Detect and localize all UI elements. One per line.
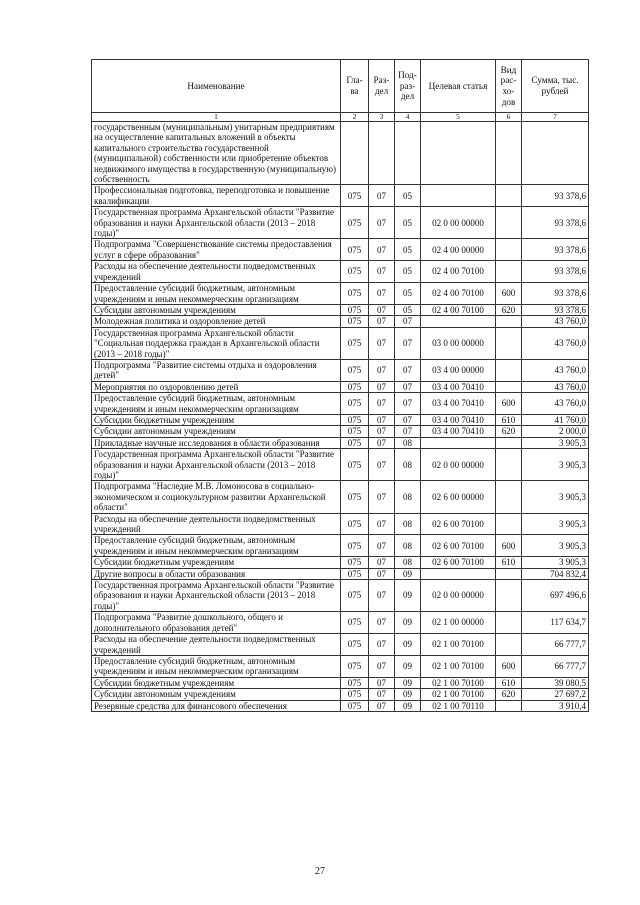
- row-name: Предоставление субсидий бюджетным, автономным учреждениям и иным некоммерческим организациям: [92, 393, 341, 415]
- table-row: [92, 122, 589, 185]
- row-podrazdel: 07: [395, 426, 421, 437]
- row-razdel: 07: [369, 185, 395, 207]
- row-glava: [341, 122, 369, 185]
- table-row: [92, 535, 589, 557]
- row-podrazdel: 09: [395, 700, 421, 711]
- row-glava: 075: [341, 535, 369, 557]
- row-expense-type: 610: [496, 557, 522, 568]
- column-number: 4: [395, 113, 421, 122]
- row-podrazdel: 07: [395, 381, 421, 392]
- row-name: Мероприятия по оздоровлению детей: [92, 381, 341, 392]
- row-name: Субсидии бюджетным учреждениям: [92, 414, 341, 425]
- table-row: [92, 185, 589, 207]
- row-name: Субсидии автономным учреждениям: [92, 304, 341, 315]
- row-podrazdel: 05: [395, 261, 421, 283]
- row-name: Государственная программа Архангельской области "Развитие образования и науки Архангельской области (2013 – 2018 годы)": [92, 207, 341, 239]
- row-glava: 075: [341, 557, 369, 568]
- row-name: Подпрограмма "Развитие системы отдыха и оздоровления детей": [92, 359, 341, 381]
- row-name: Расходы на обеспечение деятельности подведомственных учреждений: [92, 634, 341, 656]
- table-row: [92, 359, 589, 381]
- table-row: [92, 414, 589, 425]
- row-amount: 3 905,3: [522, 535, 589, 557]
- row-target-article: [421, 316, 496, 327]
- row-razdel: 07: [369, 700, 395, 711]
- row-target-article: 02 1 00 70100: [421, 677, 496, 688]
- table-row: [92, 557, 589, 568]
- row-razdel: 07: [369, 426, 395, 437]
- row-podrazdel: 08: [395, 535, 421, 557]
- row-podrazdel: 09: [395, 677, 421, 688]
- row-amount: 41 760,0: [522, 414, 589, 425]
- row-name: Государственная программа Архангельской области "Развитие образования и науки Архангельской области (2013 – 2018 годы)": [92, 580, 341, 612]
- row-podrazdel: 07: [395, 414, 421, 425]
- row-amount: 43 760,0: [522, 381, 589, 392]
- row-glava: 075: [341, 414, 369, 425]
- row-expense-type: [496, 580, 522, 612]
- row-glava: 075: [341, 261, 369, 283]
- row-target-article: 03 4 00 70410: [421, 426, 496, 437]
- row-glava: 075: [341, 381, 369, 392]
- row-razdel: 07: [369, 513, 395, 535]
- table-row: [92, 437, 589, 448]
- row-glava: 075: [341, 283, 369, 305]
- table-row: [92, 327, 589, 359]
- table-header: [92, 60, 589, 122]
- row-expense-type: 600: [496, 283, 522, 305]
- row-expense-type: 610: [496, 677, 522, 688]
- row-expense-type: 620: [496, 689, 522, 700]
- row-glava: 075: [341, 634, 369, 656]
- row-name: Резервные средства для финансового обеспечения: [92, 700, 341, 711]
- column-number-row: [92, 113, 589, 122]
- row-amount: 3 905,3: [522, 437, 589, 448]
- row-name: Субсидии бюджетным учреждениям: [92, 557, 341, 568]
- row-glava: 075: [341, 316, 369, 327]
- table-row: [92, 481, 589, 513]
- table-row: [92, 316, 589, 327]
- row-amount: 3 905,3: [522, 557, 589, 568]
- row-razdel: 07: [369, 327, 395, 359]
- row-name: Государственная программа Архангельской области "Социальная поддержка граждан в Архангельской области (2013 – 2018 годы)": [92, 327, 341, 359]
- row-target-article: 03 4 00 00000: [421, 359, 496, 381]
- row-name: Профессиональная подготовка, переподготовка и повышение квалификации: [92, 185, 341, 207]
- row-target-article: [421, 437, 496, 448]
- header-podrazdel: Под-раз-дел: [395, 60, 421, 113]
- table-row: [92, 700, 589, 711]
- row-razdel: 07: [369, 261, 395, 283]
- row-amount: 3 905,3: [522, 481, 589, 513]
- table-row: [92, 513, 589, 535]
- column-number: 3: [369, 113, 395, 122]
- row-expense-type: 620: [496, 304, 522, 315]
- header-vid: Вид рас-хо-дов: [496, 60, 522, 113]
- row-amount: 117 634,7: [522, 612, 589, 634]
- row-name: Предоставление субсидий бюджетным, автономным учреждениям и иным некоммерческим организациям: [92, 283, 341, 305]
- row-razdel: 07: [369, 381, 395, 392]
- row-amount: 66 777,7: [522, 634, 589, 656]
- row-glava: 075: [341, 437, 369, 448]
- row-name: Прикладные научные исследования в области образования: [92, 437, 341, 448]
- table-row: [92, 239, 589, 261]
- table-row: [92, 283, 589, 305]
- header-glava: Гла-ва: [341, 60, 369, 113]
- row-target-article: 02 6 00 70100: [421, 513, 496, 535]
- row-podrazdel: [395, 122, 421, 185]
- row-podrazdel: 05: [395, 207, 421, 239]
- row-razdel: 07: [369, 677, 395, 688]
- table-row: [92, 612, 589, 634]
- row-name: Государственная программа Архангельской области "Развитие образования и науки Архангельской области (2013 – 2018 годы)": [92, 449, 341, 481]
- row-amount: 66 777,7: [522, 655, 589, 677]
- row-expense-type: [496, 449, 522, 481]
- row-podrazdel: 05: [395, 304, 421, 315]
- row-glava: 075: [341, 304, 369, 315]
- row-glava: 075: [341, 568, 369, 579]
- row-amount: 93 378,6: [522, 185, 589, 207]
- row-target-article: 02 4 00 70100: [421, 304, 496, 315]
- row-expense-type: [496, 634, 522, 656]
- row-target-article: 02 4 00 00000: [421, 239, 496, 261]
- table-row: [92, 426, 589, 437]
- row-razdel: 07: [369, 283, 395, 305]
- row-podrazdel: 09: [395, 580, 421, 612]
- row-name: Молодежная политика и оздоровление детей: [92, 316, 341, 327]
- row-amount: 93 378,6: [522, 239, 589, 261]
- column-number: 7: [522, 113, 589, 122]
- row-target-article: 02 1 00 00000: [421, 612, 496, 634]
- row-target-article: 03 4 00 70410: [421, 414, 496, 425]
- row-expense-type: [496, 568, 522, 579]
- row-razdel: 07: [369, 568, 395, 579]
- row-glava: 075: [341, 426, 369, 437]
- row-name: Расходы на обеспечение деятельности подведомственных учреждений: [92, 261, 341, 283]
- row-razdel: 07: [369, 414, 395, 425]
- row-podrazdel: 08: [395, 481, 421, 513]
- row-glava: 075: [341, 481, 369, 513]
- row-target-article: 02 6 00 70100: [421, 535, 496, 557]
- row-expense-type: [496, 316, 522, 327]
- row-name: Подпрограмма "Развитие дошкольного, общего и дополнительного образования детей": [92, 612, 341, 634]
- row-expense-type: [496, 327, 522, 359]
- row-expense-type: 600: [496, 535, 522, 557]
- row-expense-type: [496, 381, 522, 392]
- row-glava: 075: [341, 580, 369, 612]
- row-target-article: [421, 122, 496, 185]
- row-glava: 075: [341, 207, 369, 239]
- table-row: [92, 677, 589, 688]
- row-glava: 075: [341, 449, 369, 481]
- row-razdel: 07: [369, 655, 395, 677]
- row-target-article: 02 0 00 00000: [421, 580, 496, 612]
- row-razdel: 07: [369, 535, 395, 557]
- row-amount: 704 832,4: [522, 568, 589, 579]
- row-name: Другие вопросы в области образования: [92, 568, 341, 579]
- row-razdel: 07: [369, 580, 395, 612]
- budget-table: [91, 59, 589, 712]
- row-podrazdel: 07: [395, 393, 421, 415]
- table-row: [92, 381, 589, 392]
- row-glava: 075: [341, 239, 369, 261]
- row-podrazdel: 08: [395, 557, 421, 568]
- row-amount: 43 760,0: [522, 327, 589, 359]
- table-row: [92, 580, 589, 612]
- row-razdel: 07: [369, 239, 395, 261]
- row-amount: 3 910,4: [522, 700, 589, 711]
- row-expense-type: 620: [496, 426, 522, 437]
- row-glava: 075: [341, 612, 369, 634]
- row-expense-type: [496, 239, 522, 261]
- row-podrazdel: 08: [395, 449, 421, 481]
- row-target-article: 03 4 00 70410: [421, 393, 496, 415]
- row-name: Подпрограмма "Совершенствование системы предоставления услуг в сфере образования": [92, 239, 341, 261]
- row-target-article: 02 1 00 70100: [421, 634, 496, 656]
- row-glava: 075: [341, 327, 369, 359]
- row-expense-type: [496, 513, 522, 535]
- row-target-article: 02 1 00 70110: [421, 700, 496, 711]
- row-razdel: 07: [369, 689, 395, 700]
- row-podrazdel: 07: [395, 316, 421, 327]
- row-razdel: 07: [369, 634, 395, 656]
- row-glava: 075: [341, 513, 369, 535]
- row-expense-type: [496, 122, 522, 185]
- row-razdel: 07: [369, 481, 395, 513]
- row-amount: 43 760,0: [522, 359, 589, 381]
- table-body: [92, 122, 589, 712]
- row-glava: 075: [341, 359, 369, 381]
- row-podrazdel: 09: [395, 612, 421, 634]
- header-target: Целевая статья: [421, 60, 496, 113]
- table-row: [92, 568, 589, 579]
- row-expense-type: [496, 359, 522, 381]
- row-expense-type: 600: [496, 655, 522, 677]
- row-target-article: 02 6 00 00000: [421, 481, 496, 513]
- row-target-article: 02 6 00 70100: [421, 557, 496, 568]
- row-target-article: 02 1 00 70100: [421, 655, 496, 677]
- row-expense-type: [496, 207, 522, 239]
- table-row: [92, 393, 589, 415]
- row-razdel: 07: [369, 612, 395, 634]
- table-row: [92, 261, 589, 283]
- row-amount: 93 378,6: [522, 207, 589, 239]
- row-glava: 075: [341, 677, 369, 688]
- row-target-article: 02 0 00 00000: [421, 449, 496, 481]
- row-amount: 43 760,0: [522, 393, 589, 415]
- row-glava: 075: [341, 185, 369, 207]
- row-glava: 075: [341, 393, 369, 415]
- row-razdel: 07: [369, 316, 395, 327]
- row-razdel: 07: [369, 393, 395, 415]
- row-expense-type: [496, 700, 522, 711]
- row-target-article: [421, 185, 496, 207]
- row-expense-type: [496, 261, 522, 283]
- row-razdel: 07: [369, 557, 395, 568]
- row-razdel: 07: [369, 207, 395, 239]
- row-podrazdel: 09: [395, 568, 421, 579]
- row-name: Предоставление субсидий бюджетным, автономным учреждениям и иным некоммерческим организациям: [92, 655, 341, 677]
- page-number: 27: [315, 866, 325, 877]
- row-name: Субсидии бюджетным учреждениям: [92, 677, 341, 688]
- row-amount: [522, 122, 589, 185]
- header-razdel: Раз-дел: [369, 60, 395, 113]
- row-expense-type: [496, 481, 522, 513]
- row-razdel: 07: [369, 437, 395, 448]
- row-razdel: 07: [369, 304, 395, 315]
- column-number: 5: [421, 113, 496, 122]
- row-amount: 93 378,6: [522, 283, 589, 305]
- table-row: [92, 634, 589, 656]
- row-name: Субсидии автономным учреждениям: [92, 689, 341, 700]
- row-podrazdel: 09: [395, 689, 421, 700]
- row-amount: 93 378,6: [522, 261, 589, 283]
- row-podrazdel: 05: [395, 185, 421, 207]
- row-target-article: 02 1 00 70100: [421, 689, 496, 700]
- row-amount: 43 760,0: [522, 316, 589, 327]
- row-target-article: 02 0 00 00000: [421, 207, 496, 239]
- row-amount: 697 496,6: [522, 580, 589, 612]
- row-amount: 39 080,5: [522, 677, 589, 688]
- header-name: Наименование: [92, 60, 341, 113]
- row-glava: 075: [341, 700, 369, 711]
- row-name: Субсидии автономным учреждениям: [92, 426, 341, 437]
- row-amount: 2 000,0: [522, 426, 589, 437]
- row-podrazdel: 05: [395, 283, 421, 305]
- table-row: [92, 655, 589, 677]
- row-amount: 3 905,3: [522, 449, 589, 481]
- row-amount: 27 697,2: [522, 689, 589, 700]
- row-target-article: 02 4 00 70100: [421, 283, 496, 305]
- row-podrazdel: 05: [395, 239, 421, 261]
- row-target-article: 03 0 00 00000: [421, 327, 496, 359]
- column-number: 6: [496, 113, 522, 122]
- row-expense-type: [496, 185, 522, 207]
- row-podrazdel: 07: [395, 327, 421, 359]
- table-row: [92, 207, 589, 239]
- row-podrazdel: 09: [395, 634, 421, 656]
- row-target-article: [421, 568, 496, 579]
- row-podrazdel: 08: [395, 513, 421, 535]
- column-number: 2: [341, 113, 369, 122]
- table-row: [92, 689, 589, 700]
- column-number: 1: [92, 113, 341, 122]
- row-target-article: 03 4 00 70410: [421, 381, 496, 392]
- row-expense-type: [496, 612, 522, 634]
- row-podrazdel: 09: [395, 655, 421, 677]
- row-razdel: 07: [369, 449, 395, 481]
- row-name: государственным (муниципальным) унитарным предприятиям на осуществление капитальных вложений в объекты капитального строительства государственной (муниципальной) собственности или приобретение объектов недвижимого имущества в государственную (муниципальную) собственность: [92, 122, 341, 185]
- row-razdel: 07: [369, 359, 395, 381]
- row-podrazdel: 07: [395, 359, 421, 381]
- row-glava: 075: [341, 689, 369, 700]
- row-amount: 93 378,6: [522, 304, 589, 315]
- row-podrazdel: 08: [395, 437, 421, 448]
- row-name: Предоставление субсидий бюджетным, автономным учреждениям и иным некоммерческим организациям: [92, 535, 341, 557]
- row-expense-type: 600: [496, 393, 522, 415]
- row-target-article: 02 4 00 70100: [421, 261, 496, 283]
- row-expense-type: 610: [496, 414, 522, 425]
- row-razdel: [369, 122, 395, 185]
- table-row: [92, 449, 589, 481]
- row-expense-type: [496, 437, 522, 448]
- row-amount: 3 905,3: [522, 513, 589, 535]
- row-glava: 075: [341, 655, 369, 677]
- row-name: Расходы на обеспечение деятельности подведомственных учреждений: [92, 513, 341, 535]
- header-sum: Сумма, тыс. рублей: [522, 60, 589, 113]
- row-name: Подпрограмма "Наследие М.В. Ломоносова в социально-экономическом и социокультурном развитии Архангельской области": [92, 481, 341, 513]
- table-row: [92, 304, 589, 315]
